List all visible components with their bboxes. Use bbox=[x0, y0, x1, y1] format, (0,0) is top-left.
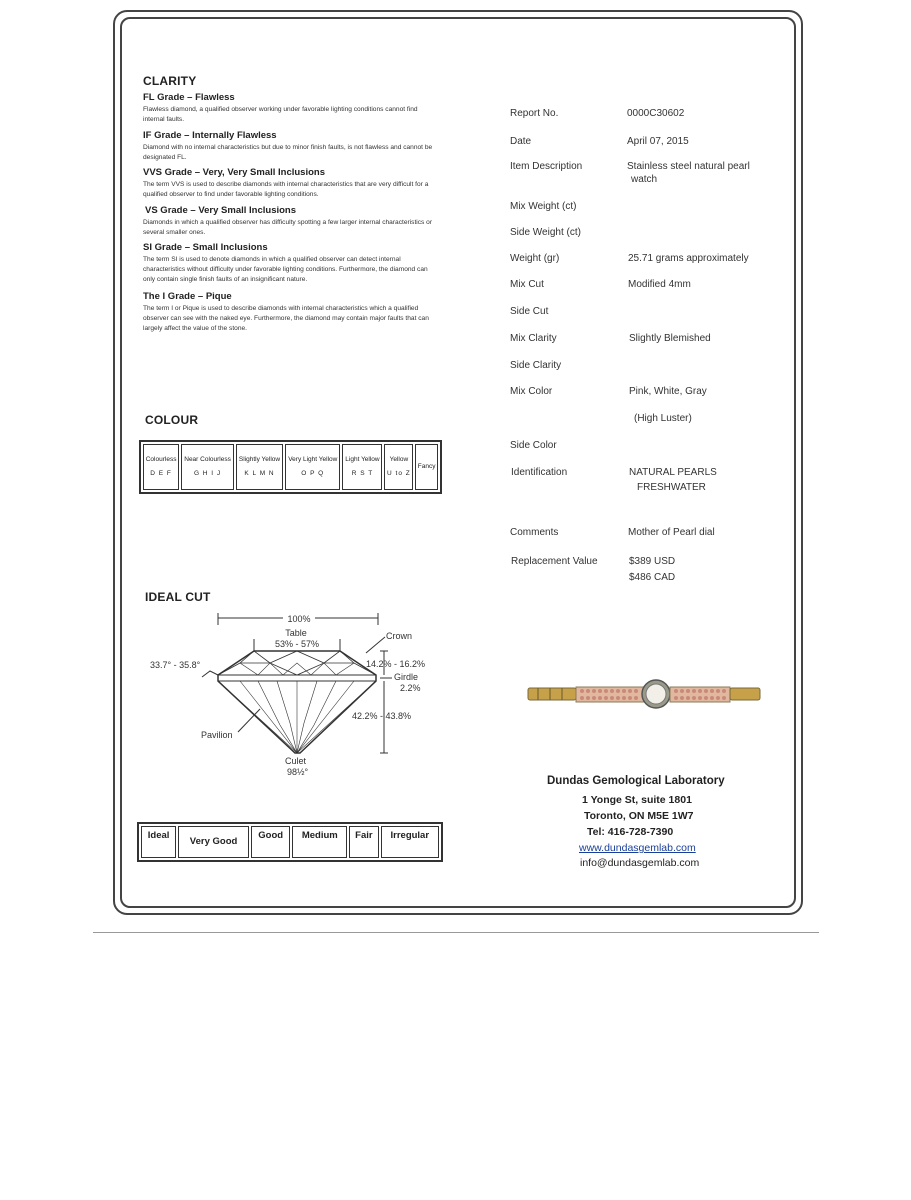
colour-grades: U to Z bbox=[387, 470, 411, 477]
cut-grade-table bbox=[137, 822, 443, 862]
pavilion-label: Pavilion bbox=[201, 730, 233, 740]
colour-grades: G H I J bbox=[193, 470, 222, 477]
side-clarity-label: Side Clarity bbox=[510, 360, 562, 371]
cut-grade-cell: Medium bbox=[292, 826, 347, 858]
crown-angle: 33.7° - 35.8° bbox=[150, 660, 201, 670]
fl-grade-title: FL Grade – Flawless bbox=[143, 92, 235, 103]
colour-cell bbox=[342, 444, 382, 490]
colour-grades: R S T bbox=[351, 470, 374, 477]
colour-cell bbox=[384, 444, 413, 490]
clarity-heading: CLARITY bbox=[143, 74, 197, 88]
cut-grade-cell: Irregular bbox=[381, 826, 439, 858]
cut-grade-cell: Fair bbox=[349, 826, 378, 858]
girdle-label: Girdle bbox=[394, 672, 419, 682]
vs-grade-desc: Diamonds in which a qualified observer has difficulty spotting a few larger internal characteristics or several smaller ones. bbox=[143, 219, 433, 236]
mix-color-luster: (High Luster) bbox=[634, 413, 692, 424]
pavilion-pointer bbox=[238, 709, 260, 732]
mix-color-value: Pink, White, Gray bbox=[629, 386, 707, 397]
page-divider bbox=[93, 932, 819, 933]
mix-cut-value: Modified 4mm bbox=[628, 279, 691, 290]
colour-name: Colourless bbox=[145, 456, 177, 463]
lab-phone: Tel: 416-728-7390 bbox=[587, 826, 674, 838]
colour-name: Fancy bbox=[417, 463, 436, 470]
colour-cell bbox=[285, 444, 340, 490]
identification-value-2: FRESHWATER bbox=[637, 482, 706, 493]
colour-grades: O P Q bbox=[301, 470, 325, 477]
cut-grade-cell: Very Good bbox=[178, 826, 249, 858]
fl-grade-desc: Flawless diamond, a qualified observer working under favorable lighting conditions cannot find internal faults. bbox=[143, 106, 418, 123]
mix-cut-label: Mix Cut bbox=[510, 279, 544, 290]
replacement-value-label: Replacement Value bbox=[511, 556, 598, 567]
item-description-value: Stainless steel natural pearl bbox=[627, 161, 750, 172]
replacement-cad: $486 CAD bbox=[629, 572, 676, 583]
vvs-grade-title: VVS Grade – Very, Very Small Inclusions bbox=[143, 167, 325, 178]
lab-address-2: Toronto, ON M5E 1W7 bbox=[584, 810, 694, 822]
pavilion-depth: 42.2% - 43.8% bbox=[352, 711, 412, 721]
colour-cell bbox=[143, 444, 179, 490]
mix-weight-label: Mix Weight (ct) bbox=[510, 201, 577, 212]
colour-grades: K L M N bbox=[244, 470, 275, 477]
mix-color-label: Mix Color bbox=[510, 386, 553, 397]
cut-grade-cell: Good bbox=[251, 826, 291, 858]
culet-label: Culet bbox=[285, 756, 307, 766]
replacement-usd: $389 USD bbox=[629, 556, 676, 567]
lab-website-link[interactable]: www.dundasgemlab.com bbox=[579, 842, 696, 854]
colour-name: Yellow bbox=[389, 456, 409, 463]
item-description-value-2: watch bbox=[631, 174, 658, 185]
total-width-label: 100% bbox=[287, 614, 311, 624]
girdle-value: 2.2% bbox=[400, 683, 421, 693]
colour-name: Light Yellow bbox=[345, 456, 380, 463]
watch-photo bbox=[526, 676, 766, 716]
lab-email: info@dundasgemlab.com bbox=[580, 857, 700, 869]
crown-facets bbox=[240, 663, 354, 675]
watch-dial bbox=[646, 684, 666, 704]
lab-name: Dundas Gemological Laboratory bbox=[547, 775, 725, 787]
pearl-strand-left bbox=[576, 687, 644, 702]
mix-clarity-label: Mix Clarity bbox=[510, 333, 557, 344]
comments-value: Mother of Pearl dial bbox=[628, 527, 715, 538]
watch-clasp bbox=[528, 688, 576, 700]
crown-label: Crown bbox=[386, 631, 413, 641]
si-grade-title: SI Grade – Small Inclusions bbox=[143, 242, 268, 253]
i-grade-title: The I Grade – Pique bbox=[143, 291, 232, 302]
watch-end-link bbox=[730, 688, 760, 700]
colour-grades: D E F bbox=[150, 470, 172, 477]
colour-cell bbox=[181, 444, 234, 490]
si-grade-desc: The term SI is used to denote diamonds in which a qualified observer can detect internal characteristics without difficulty under favorable lighting conditions. Furthermore, the diamond can only contain single finish faults of an insignificant nature. bbox=[143, 256, 428, 283]
side-cut-label: Side Cut bbox=[510, 306, 549, 317]
colour-name: Near Colourless bbox=[184, 456, 231, 463]
weight-label: Weight (gr) bbox=[510, 253, 560, 264]
table-range: 53% - 57% bbox=[274, 639, 320, 649]
colour-name: Very Light Yellow bbox=[288, 456, 338, 463]
crown-height: 14.2% - 16.2% bbox=[366, 659, 426, 669]
table-label: Table bbox=[285, 628, 307, 638]
lab-address-1: 1 Yonge St, suite 1801 bbox=[582, 794, 692, 806]
colour-name: Slightly Yellow bbox=[238, 456, 281, 463]
crown-facets bbox=[240, 663, 354, 675]
identification-label: Identification bbox=[511, 467, 568, 478]
vs-grade-title: VS Grade – Very Small Inclusions bbox=[145, 205, 297, 216]
colour-scale-table bbox=[139, 440, 442, 494]
if-grade-desc: Diamond with no internal characteristics but due to minor finish faults, is not flawless and cannot be designated FL. bbox=[143, 144, 433, 161]
identification-value: NATURAL PEARLS bbox=[629, 467, 717, 478]
culet-value: 98½° bbox=[287, 767, 309, 777]
diamond-cut-diagram bbox=[140, 605, 450, 785]
side-weight-label: Side Weight (ct) bbox=[510, 227, 581, 238]
item-description-label: Item Description bbox=[510, 161, 583, 172]
weight-value: 25.71 grams approximately bbox=[628, 253, 749, 264]
crown-angle-marker bbox=[202, 671, 218, 677]
report-no-value: 0000C30602 bbox=[627, 108, 685, 119]
if-grade-title: IF Grade – Internally Flawless bbox=[143, 130, 277, 141]
cut-grade-cell: Ideal bbox=[141, 826, 176, 858]
i-grade-desc: The term I or Pique is used to describe diamonds with internal characteristics which a qualified observer can see with the naked eye. Furthermore, the diamond may contain major faults that can largely affect the value of the stone. bbox=[143, 305, 429, 332]
colour-cell bbox=[236, 444, 283, 490]
comments-label: Comments bbox=[510, 527, 559, 538]
colour-heading: COLOUR bbox=[145, 413, 199, 427]
side-color-label: Side Color bbox=[510, 440, 557, 451]
vvs-grade-desc: The term VVS is used to describe diamonds with internal characteristics that are very difficult for a qualified observer to find under favorable lighting conditions. bbox=[143, 181, 429, 198]
colour-cell bbox=[415, 444, 438, 490]
date-label: Date bbox=[510, 136, 532, 147]
date-value: April 07, 2015 bbox=[627, 136, 689, 147]
mix-clarity-value: Slightly Blemished bbox=[629, 333, 711, 344]
ideal-cut-heading: IDEAL CUT bbox=[145, 590, 211, 604]
report-no-label: Report No. bbox=[510, 108, 559, 119]
